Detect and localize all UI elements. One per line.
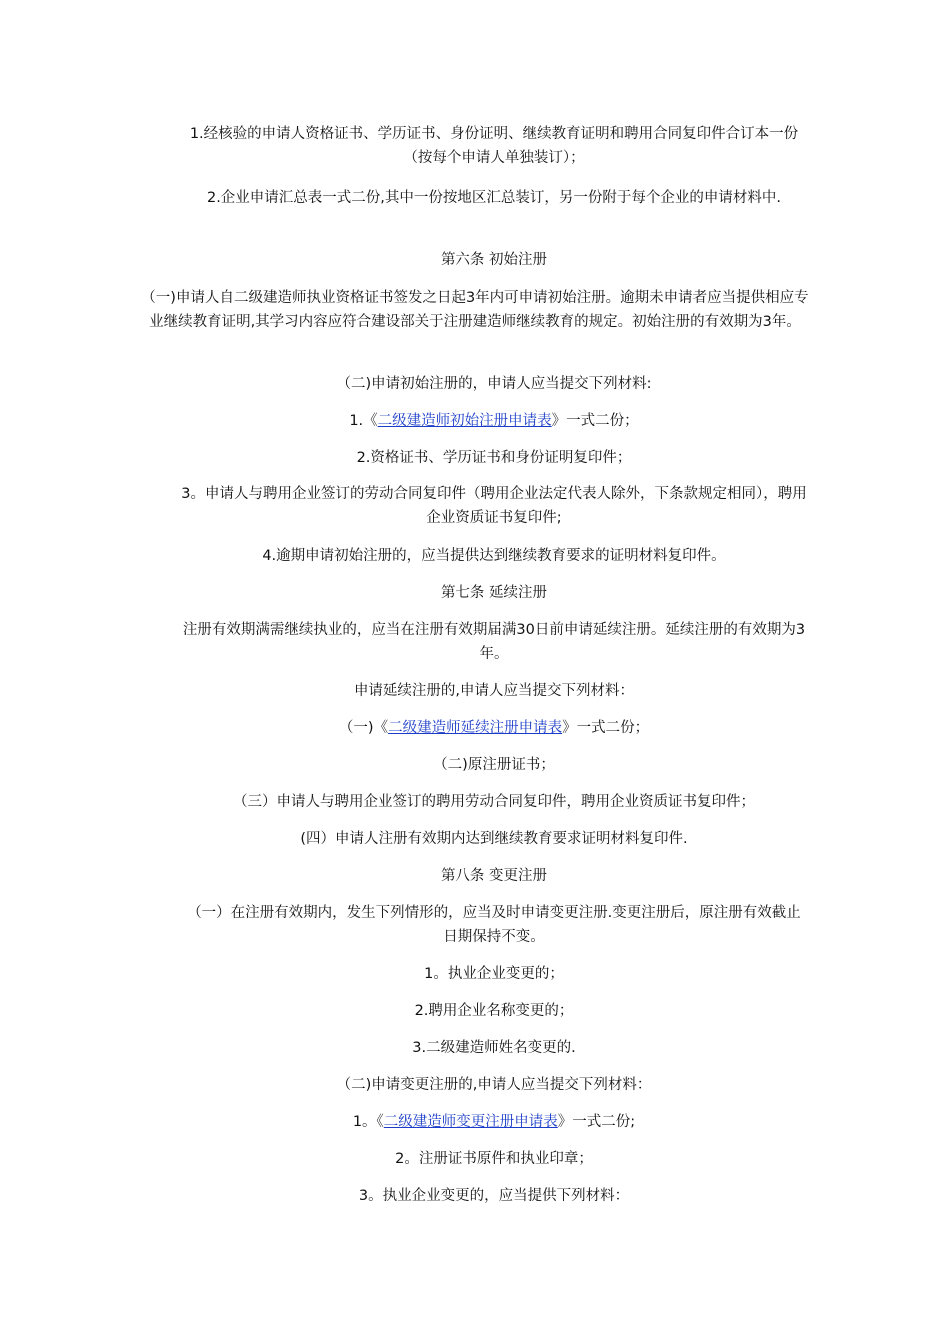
paragraph-change-registration-rule: （一）在注册有效期内，发生下列情形的，应当及时申请变更注册.变更注册后，原注册有效截止日期保持不变。 <box>187 905 801 945</box>
article-8-heading: 第八条 变更注册 <box>440 868 548 884</box>
change-form-suffix: 》一式二份; <box>557 1114 636 1130</box>
paragraph-change-form-item <box>180 1110 808 1134</box>
paragraph-change-item-2: 2。注册证书原件和执业印章； <box>395 1151 593 1167</box>
paragraph-initial-item-2: 2.资格证书、学历证书和身份证明复印件； <box>356 450 632 466</box>
paragraph-initial-registration-rule: （一)申请人自二级建造师执业资格证书签发之日起3年内可申请初始注册。逾期未申请者应当提供相应专业继续教育证明,其学习内容应符合建设部关于注册建造师继续教育的规定。初始注册的有效期为3年。 <box>141 290 809 330</box>
paragraph-change-case-3: 3.二级建造师姓名变更的. <box>412 1040 576 1056</box>
paragraph-change-case-1: 1。执业企业变更的； <box>424 966 564 982</box>
paragraph-renewal-materials: 申请延续注册的,申请人应当提交下列材料： <box>353 683 635 699</box>
paragraph-renewal-rule: 注册有效期满需继续执业的，应当在注册有效期届满30日前申请延续注册。延续注册的有效期为3年。 <box>182 622 806 662</box>
paragraph-change-materials: （二)申请变更注册的,申请人应当提交下列材料： <box>336 1077 652 1093</box>
paragraph-initial-item-3: 3。申请人与聘用企业签订的劳动合同复印件（聘用企业法定代表人除外，下条款规定相同），聘用企业资质证书复印件; <box>181 486 807 526</box>
article-6-heading: 第六条 初始注册 <box>440 252 548 268</box>
paragraph-renewal-item-3: （三）申请人与聘用企业签订的聘用劳动合同复印件，聘用企业资质证书复印件； <box>233 794 755 810</box>
paragraph-change-item-3: 3。执业企业变更的，应当提供下列材料： <box>358 1188 630 1204</box>
paragraph-initial-form-item <box>180 409 808 433</box>
paragraph-materials-item-1: 1.经核验的申请人资格证书、学历证书、身份证明、继续教育证明和聘用合同复印件合订本一份（按每个申请人单独装订）； <box>189 126 799 166</box>
change-registration-form-link[interactable]: 二级建造师变更注册申请表 <box>383 1114 558 1130</box>
initial-registration-form-link[interactable]: 二级建造师初始注册申请表 <box>377 413 552 429</box>
paragraph-renewal-item-2: （二)原注册证书； <box>433 757 555 773</box>
paragraph-renewal-item-4: (四）申请人注册有效期内达到继续教育要求证明材料复印件. <box>300 831 688 847</box>
initial-form-prefix: 1.《 <box>349 413 378 429</box>
renewal-registration-form-link[interactable]: 二级建造师延续注册申请表 <box>388 720 563 736</box>
renewal-form-suffix: 》一式二份； <box>562 720 650 736</box>
paragraph-initial-item-4: 4.逾期申请初始注册的，应当提供达到继续教育要求的证明材料复印件。 <box>262 548 726 564</box>
paragraph-renewal-form-item <box>180 716 808 740</box>
change-form-prefix: 1。《 <box>352 1114 384 1130</box>
paragraph-materials-item-2: 2.企业申请汇总表一式二份,其中一份按地区汇总装订，另一份附于每个企业的申请材料中. <box>206 190 782 206</box>
renewal-form-prefix: （一)《 <box>338 720 389 736</box>
article-7-heading: 第七条 延续注册 <box>440 585 548 601</box>
paragraph-initial-registration-materials: （二)申请初始注册的，申请人应当提交下列材料: <box>336 376 652 392</box>
paragraph-change-case-2: 2.聘用企业名称变更的； <box>414 1003 574 1019</box>
initial-form-suffix: 》一式二份； <box>551 413 639 429</box>
